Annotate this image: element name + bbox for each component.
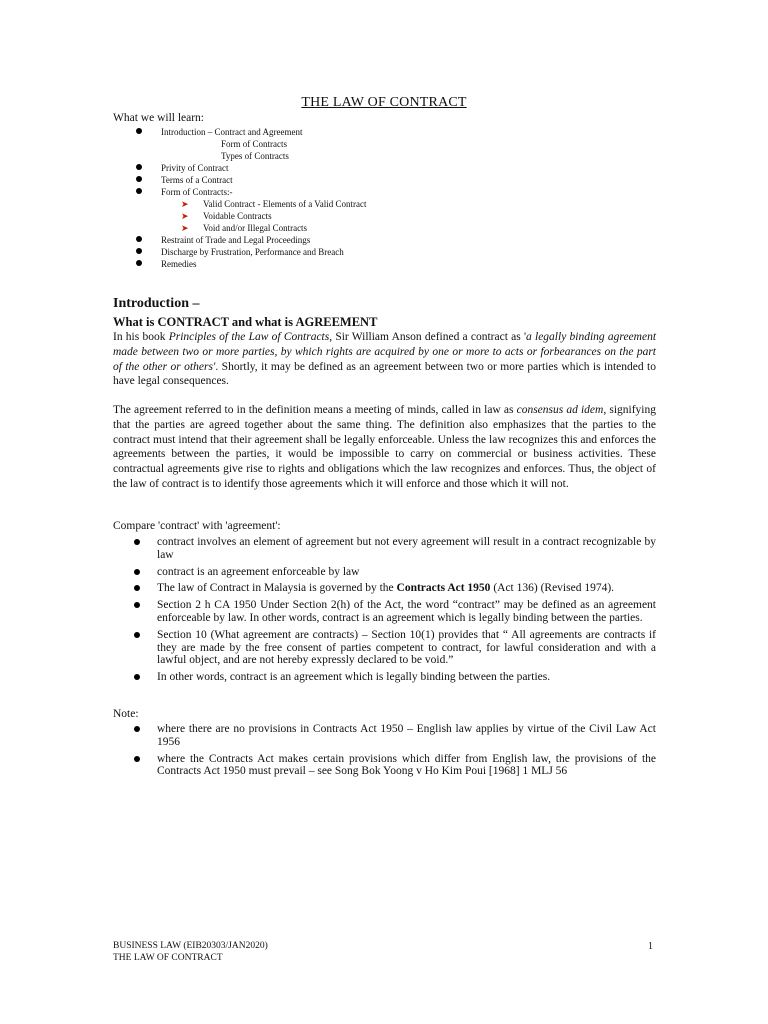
- list-item-text: Section 2 h CA 1950 Under Section 2(h) of the Act, the word “contract” may be defined as an agreement enforceable by law. In other words, contract is an agreement which is legally binding between the parties.: [157, 599, 656, 624]
- table-of-contents: [113, 126, 633, 270]
- bullet-icon: [134, 674, 140, 680]
- page-footer: [113, 940, 268, 964]
- note-heading: Note:: [113, 708, 139, 720]
- toc-item: [113, 222, 633, 234]
- compare-heading: Compare 'contract' with 'agreement':: [113, 520, 281, 532]
- bullet-icon: [134, 585, 140, 591]
- list-item-text: contract involves an element of agreement but not every agreement will result in a contract recognizable by law: [157, 536, 656, 561]
- bullet-icon: [134, 756, 140, 762]
- bullet-icon: [136, 176, 142, 182]
- toc-item-label: Privity of Contract: [161, 163, 229, 173]
- list-item: [113, 566, 656, 579]
- list-item-text: (Act 136) (Revised 1974).: [490, 582, 615, 595]
- toc-item: [113, 210, 633, 222]
- toc-item-label: Types of Contracts: [221, 151, 289, 161]
- toc-item: [113, 126, 633, 138]
- para1-text: In his book: [113, 331, 169, 343]
- toc-item-label: Restraint of Trade and Legal Proceedings: [161, 235, 311, 245]
- toc-item: [113, 246, 633, 258]
- list-item: [113, 536, 656, 562]
- toc-item-label: Void and/or Illegal Contracts: [203, 223, 308, 233]
- list-item-text: The law of Contract in Malaysia is governed by the: [157, 582, 397, 595]
- bullet-icon: [136, 128, 142, 134]
- section-title: Introduction –: [113, 296, 200, 311]
- bullet-icon: [134, 602, 140, 608]
- para2-text: The agreement referred to in the definition means a meeting of minds, called in law as: [113, 404, 517, 416]
- para1-text: . Shortly, it may be defined as an agreement between two or more parties which is intended to have legal consequences.: [113, 360, 656, 388]
- toc-item-label: Form of Contracts:-: [161, 187, 233, 197]
- toc-item-label: Voidable Contracts: [203, 211, 272, 221]
- bullet-icon: [134, 569, 140, 575]
- list-item: [113, 629, 656, 667]
- arrow-bullet-icon: ➤: [181, 211, 189, 221]
- bullet-icon: [134, 726, 140, 732]
- compare-list: [113, 536, 656, 688]
- bullet-icon: [134, 632, 140, 638]
- toc-item: [113, 258, 633, 270]
- list-item: [113, 671, 656, 684]
- toc-item: [113, 174, 633, 186]
- list-item-text: where the Contracts Act makes certain provisions which differ from English law, the provisions of the Contracts Act 1950 must prevail – see Song Bok Yoong v Ho Kim Poui [1968] 1 MLJ 56: [157, 752, 656, 778]
- definition-quote: a legally binding agreement made between two or more parties, by which rights are acquired by one or more to acts or forbearances on the part of the other or others': [113, 331, 657, 373]
- book-title: Principles of the Law of Contracts: [168, 331, 330, 343]
- bullet-icon: [134, 539, 140, 545]
- toc-item-label: Introduction – Contract and Agreement: [161, 127, 303, 137]
- toc-item-label: Discharge by Frustration, Performance and Breach: [161, 247, 344, 257]
- list-item: [113, 723, 656, 749]
- toc-item: [113, 198, 633, 210]
- list-item-text: where there are no provisions in Contracts Act 1950 – English law applies by virtue of the Civil Law Act 1956: [157, 723, 656, 748]
- section-subtitle: What is CONTRACT and what is AGREEMENT: [113, 315, 378, 329]
- list-item: [113, 753, 656, 779]
- para1-text: , Sir William Anson defined a contract as ': [329, 331, 527, 343]
- toc-item: [113, 150, 633, 162]
- bullet-icon: [136, 188, 142, 194]
- page-number: 1: [648, 941, 653, 952]
- list-item: [113, 599, 656, 625]
- learn-heading: What we will learn:: [113, 112, 205, 124]
- list-item-text: Section 10 (What agreement are contracts) – Section 10(1) provides that “ All agreements are contracts if they are made by the free consent of parties competent to contract, for lawful consideration and with a lawful object, and are not hereby expressly declared to be void.”: [157, 628, 656, 667]
- list-item-text: contract is an agreement enforceable by law: [157, 565, 360, 578]
- definition-paragraph: [113, 330, 656, 389]
- act-name: Contracts Act 1950: [396, 582, 491, 595]
- toc-item-label: Terms of a Contract: [161, 175, 233, 185]
- toc-item: [113, 186, 633, 198]
- toc-item-label: Valid Contract - Elements of a Valid Contract: [203, 199, 367, 209]
- bullet-icon: [136, 260, 142, 266]
- toc-item: [113, 162, 633, 174]
- toc-item-label: Form of Contracts: [221, 139, 287, 149]
- bullet-icon: [136, 164, 142, 170]
- note-list: [113, 723, 656, 782]
- para2-text: , signifying that the parties are agreed together about the same thing. The definition also emphasizes that the parties to the contract must intend that their agreement shall be legally enforceable. Unless the law recognizes this and enforces the agreements between the parties, it would be impossible to carry on commercial or business activities. These contractual agreements give rise to rights and obligations which the law recognizes and enforces. Thus, the object of the law of contract is to identify those agreements which it will enforce and those which it will not.: [113, 404, 657, 490]
- agreement-paragraph: [113, 403, 656, 492]
- toc-item: [113, 234, 633, 246]
- toc-item-label: Remedies: [161, 259, 197, 269]
- bullet-icon: [136, 236, 142, 242]
- arrow-bullet-icon: ➤: [181, 223, 189, 233]
- list-item-text: In other words, contract is an agreement which is legally binding between the parties.: [157, 671, 551, 684]
- page-title: THE LAW OF CONTRACT: [301, 95, 467, 110]
- toc-item: [113, 138, 633, 150]
- list-item: [113, 582, 656, 595]
- arrow-bullet-icon: ➤: [181, 199, 189, 209]
- latin-term: consensus ad idem: [516, 404, 604, 416]
- bullet-icon: [136, 248, 142, 254]
- footer-topic: THE LAW OF CONTRACT: [113, 953, 223, 963]
- footer-course: BUSINESS LAW (EIB20303/JAN2020): [113, 941, 268, 951]
